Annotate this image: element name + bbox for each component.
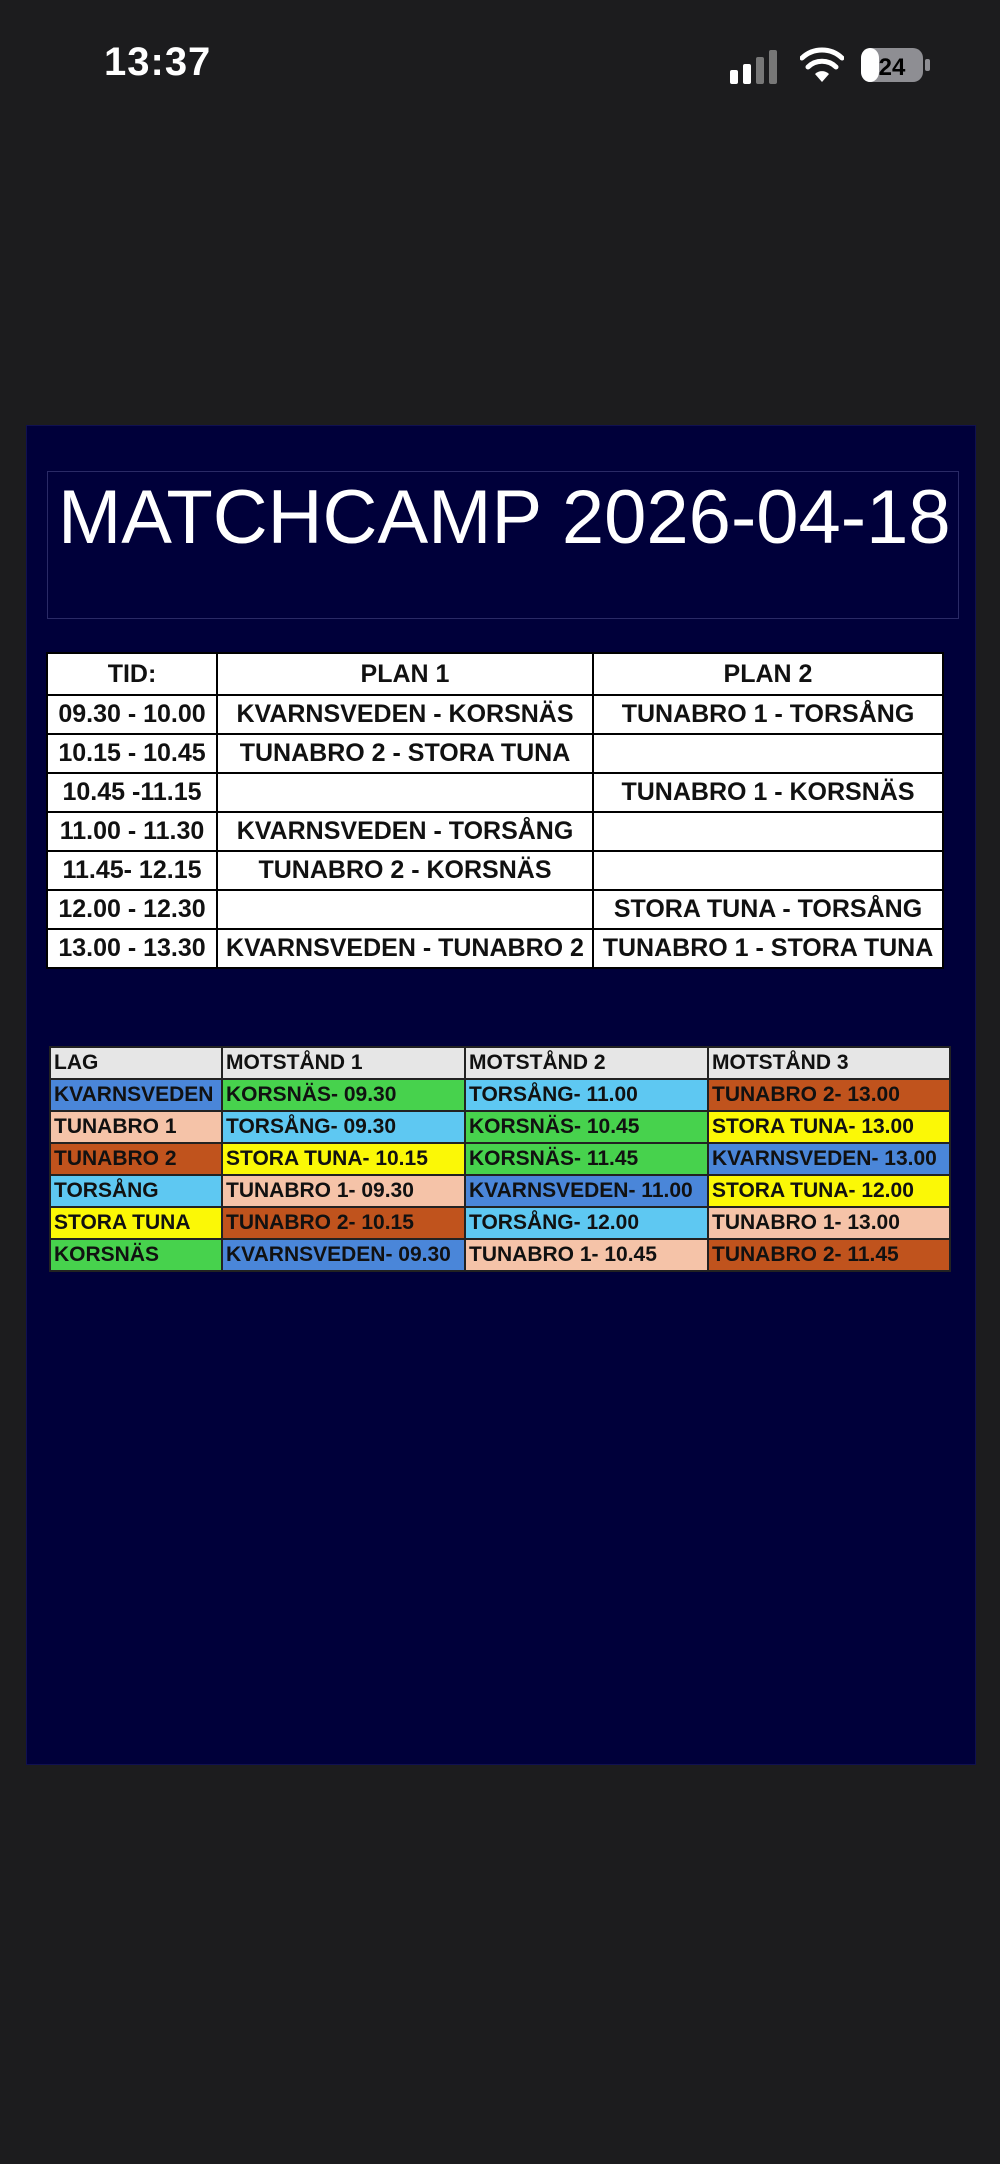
opponent-cell: TUNABRO 2- 10.15 bbox=[222, 1207, 465, 1239]
opponent-cell: TUNABRO 1- 10.45 bbox=[465, 1239, 708, 1271]
schedule-table bbox=[46, 652, 944, 969]
opponent-cell: KVARNSVEDEN- 11.00 bbox=[465, 1175, 708, 1207]
team-cell: KVARNSVEDEN bbox=[50, 1079, 222, 1111]
schedule-time: 12.00 - 12.30 bbox=[47, 890, 217, 929]
status-time: 13:37 bbox=[104, 40, 212, 84]
opponent-cell: KVARNSVEDEN- 09.30 bbox=[222, 1239, 465, 1271]
schedule-plan1 bbox=[217, 773, 593, 812]
schedule-plan2: STORA TUNA - TORSÅNG bbox=[593, 890, 943, 929]
opponent-cell: KVARNSVEDEN- 13.00 bbox=[708, 1143, 950, 1175]
opponent-cell: STORA TUNA- 10.15 bbox=[222, 1143, 465, 1175]
matchups-header: MOTSTÅND 2 bbox=[465, 1047, 708, 1079]
opponent-cell: TUNABRO 1- 13.00 bbox=[708, 1207, 950, 1239]
schedule-plan1 bbox=[217, 890, 593, 929]
schedule-row bbox=[47, 773, 943, 812]
opponent-cell: TUNABRO 1- 09.30 bbox=[222, 1175, 465, 1207]
matchups-row bbox=[50, 1239, 950, 1271]
schedule-plan1: TUNABRO 2 - STORA TUNA bbox=[217, 734, 593, 773]
opponent-cell: TUNABRO 2- 11.45 bbox=[708, 1239, 950, 1271]
opponent-cell: TUNABRO 2- 13.00 bbox=[708, 1079, 950, 1111]
schedule-plan2: TUNABRO 1 - KORSNÄS bbox=[593, 773, 943, 812]
schedule-row bbox=[47, 695, 943, 734]
schedule-plan1: KVARNSVEDEN - TUNABRO 2 bbox=[217, 929, 593, 968]
schedule-row bbox=[47, 890, 943, 929]
cellular-signal-icon bbox=[730, 50, 780, 84]
matchups-row bbox=[50, 1079, 950, 1111]
opponent-cell: STORA TUNA- 12.00 bbox=[708, 1175, 950, 1207]
schedule-plan2: TUNABRO 1 - TORSÅNG bbox=[593, 695, 943, 734]
schedule-plan2 bbox=[593, 812, 943, 851]
wifi-icon bbox=[800, 46, 844, 84]
matchups-row bbox=[50, 1175, 950, 1207]
schedule-row bbox=[47, 929, 943, 968]
schedule-time: 11.45- 12.15 bbox=[47, 851, 217, 890]
opponent-cell: STORA TUNA- 13.00 bbox=[708, 1111, 950, 1143]
schedule-plan1: KVARNSVEDEN - TORSÅNG bbox=[217, 812, 593, 851]
matchups-table bbox=[49, 1046, 951, 1272]
opponent-cell: TORSÅNG- 12.00 bbox=[465, 1207, 708, 1239]
matchups-row bbox=[50, 1207, 950, 1239]
battery-level: 24 bbox=[878, 54, 906, 81]
schedule-plan2 bbox=[593, 734, 943, 773]
schedule-plan1: TUNABRO 2 - KORSNÄS bbox=[217, 851, 593, 890]
schedule-plan1: KVARNSVEDEN - KORSNÄS bbox=[217, 695, 593, 734]
schedule-row bbox=[47, 851, 943, 890]
team-cell: KORSNÄS bbox=[50, 1239, 222, 1271]
opponent-cell: KORSNÄS- 11.45 bbox=[465, 1143, 708, 1175]
matchups-header: MOTSTÅND 1 bbox=[222, 1047, 465, 1079]
schedule-time: 11.00 - 11.30 bbox=[47, 812, 217, 851]
matchups-header-row bbox=[50, 1047, 950, 1079]
poster-title: MATCHCAMP 2026-04-18 bbox=[47, 471, 959, 619]
schedule-header: TID: bbox=[47, 653, 217, 695]
opponent-cell: TORSÅNG- 09.30 bbox=[222, 1111, 465, 1143]
matchups-row bbox=[50, 1111, 950, 1143]
schedule-row bbox=[47, 734, 943, 773]
opponent-cell: KORSNÄS- 10.45 bbox=[465, 1111, 708, 1143]
schedule-header: PLAN 2 bbox=[593, 653, 943, 695]
battery-icon bbox=[860, 46, 932, 84]
schedule-time: 10.15 - 10.45 bbox=[47, 734, 217, 773]
schedule-plan2: TUNABRO 1 - STORA TUNA bbox=[593, 929, 943, 968]
team-cell: STORA TUNA bbox=[50, 1207, 222, 1239]
matchcamp-poster bbox=[26, 425, 976, 1765]
matchups-header: LAG bbox=[50, 1047, 222, 1079]
team-cell: TORSÅNG bbox=[50, 1175, 222, 1207]
matchups-row bbox=[50, 1143, 950, 1175]
schedule-header-row bbox=[47, 653, 943, 695]
schedule-plan2 bbox=[593, 851, 943, 890]
schedule-time: 10.45 -11.15 bbox=[47, 773, 217, 812]
schedule-time: 09.30 - 10.00 bbox=[47, 695, 217, 734]
matchups-header: MOTSTÅND 3 bbox=[708, 1047, 950, 1079]
schedule-header: PLAN 1 bbox=[217, 653, 593, 695]
opponent-cell: KORSNÄS- 09.30 bbox=[222, 1079, 465, 1111]
schedule-time: 13.00 - 13.30 bbox=[47, 929, 217, 968]
team-cell: TUNABRO 2 bbox=[50, 1143, 222, 1175]
opponent-cell: TORSÅNG- 11.00 bbox=[465, 1079, 708, 1111]
schedule-row bbox=[47, 812, 943, 851]
team-cell: TUNABRO 1 bbox=[50, 1111, 222, 1143]
